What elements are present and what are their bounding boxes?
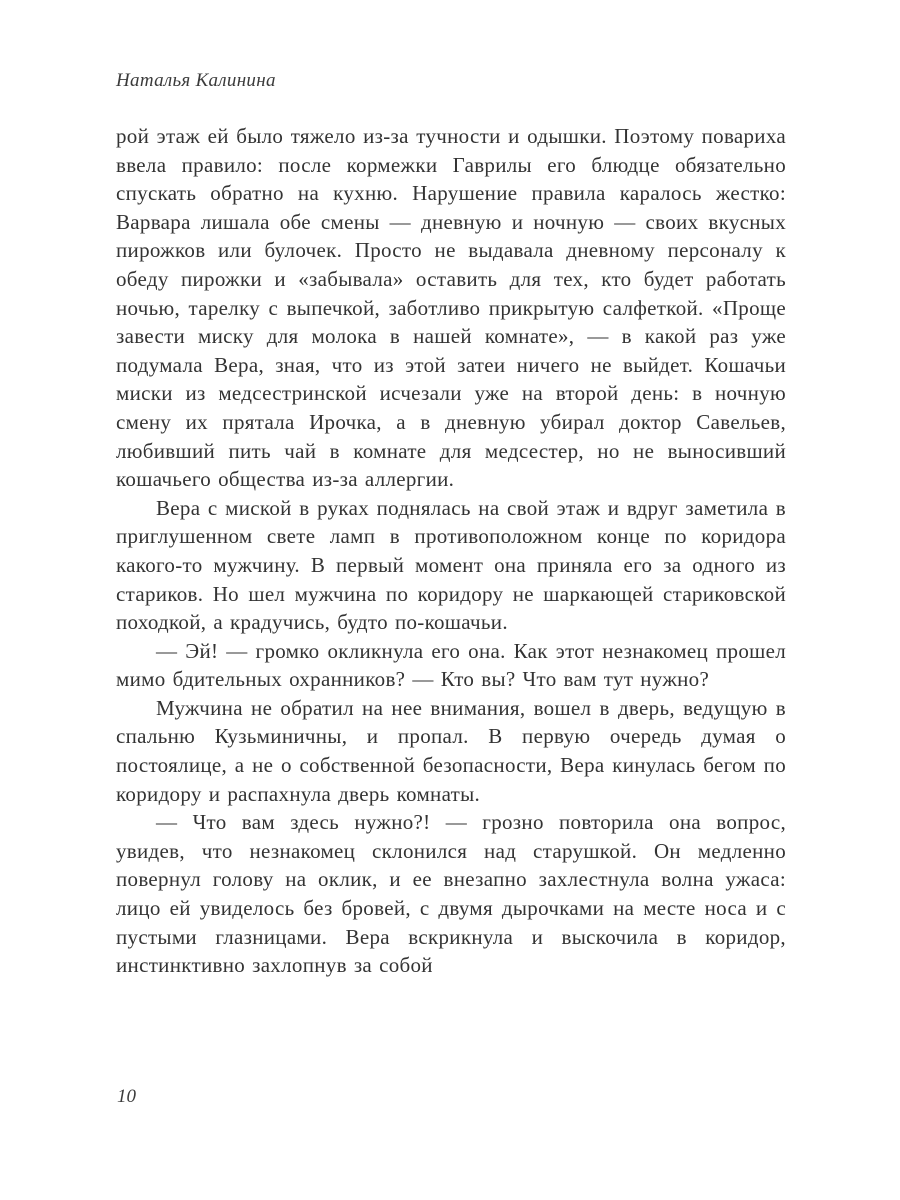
running-header-author: Наталья Калинина [116,70,276,91]
page-text [116,122,786,980]
paragraph: — Что вам здесь нужно?! — грозно повторила она вопрос, увидев, что незнакомец склонился над старушкой. Он медленно повернул голову на оклик, и ее внезапно захлестнула волна ужаса: лицо ей увиделось без бровей, с двумя дырочками на месте носа и с пустыми глазницами. Вера вскрикнула и выскочила в коридор, инстинктивно захлопнув за собой [116,810,786,978]
paragraph: рой этаж ей было тяжело из-за тучности и одышки. Поэтому повариха ввела правило: после кормежки Гаврилы его блюдце обязательно спускать обратно на кухню. Нарушение правила каралось жестко: Варвара лишала обе смены — дневную и ночную — своих вкусных пирожков или булочек. Просто не выдавала дневному персоналу к обеду пирожки и «забывала» оставить для тех, кто будет работать ночью, тарелку с выпечкой, заботливо прикрытую салфеткой. «Проще завести миску для молока в нашей комнате», — в какой раз уже подумала Вера, зная, что из этой затеи ничего не выйдет. Кошачьи миски из медсестринской исчезали уже на второй день: в ночную смену их прятала Ирочка, а в дневную убирал доктор Савельев, любивший пить чай в комнате для медсестер, но не выносивший кошачьего общества из-за аллергии. [116,124,786,492]
paragraph: Вера с миской в руках поднялась на свой этаж и вдруг заметила в приглушенном свете ламп в противоположном конце по коридора какого-то мужчину. В первый момент она приняла его за одного из стариков. Но шел мужчина по коридору не шаркающей стариковской походкой, а крадучись, будто по-кошачьи. [116,495,786,635]
page-number: 10 [117,1086,136,1107]
paragraph: — Эй! — громко окликнула его она. Как этот незнакомец прошел мимо бдительных охранников? — Кто вы? Что вам тут нужно? [116,638,786,692]
paragraph: Мужчина не обратил на нее внимания, вошел в дверь, ведущую в спальню Кузьминичны, и пропал. В первую очередь думая о постоялице, а не о собственной безопасности, Вера кинулась бегом по коридору и распахнула дверь комнаты. [116,695,786,806]
